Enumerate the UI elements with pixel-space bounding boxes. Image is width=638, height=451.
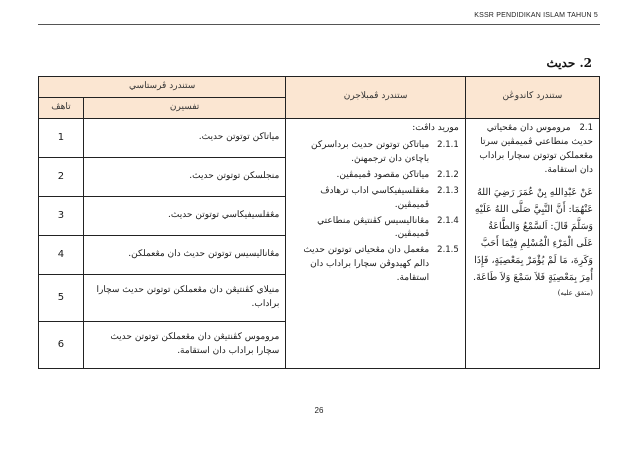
pembelajaran-item [292,185,458,213]
tahap-cell: 4 [39,235,84,274]
hadith-text: عَنْ عَبْدِاللهِ بِنْ عُمَرَ رَضِيَ اللهُ عَنْهُمَا: أَنَّ النَّبِيَّ صَلَّى اللهُ عَلَيْهِ وَسَلَّمَ قَالَ: اَلسَّمْعُ وَالطَّاعَةُ عَلَى الْمَرْءِ الْمُسْلِمِ فِيْمَا أَحَبَّ وَكَرِهَ، مَا لَمْ يُؤْمَرْ بِمَعْصِيَةٍ، فَإِذَا أُمِرَ بِمَعْصِيَةٍ فَلاَ سَمْعَ وَلاَ طَاعَةَ. [473,186,593,284]
pembelajaran-item-text: مياتاکن مقصود ڤميمڤين. [336,169,430,180]
header-kandungan: ستندرد کاندوڠن [465,77,599,119]
table-header-row [39,77,600,98]
pembelajaran-cell [286,118,465,368]
pembelajaran-item-text: مياتاکن توتوتن حديث برداسرکن باچاءن دان ترجمهنڽ. [310,139,430,164]
pembelajaran-item-text: مڠقلسيفيکاسي اداب ترهادڤ ڤميمڤين. [320,185,430,210]
tahap-cell: 1 [39,118,84,157]
section-title: 2. حديث [546,56,592,70]
tafsiran-cell: منجلسکن توتوتن حديث. [83,157,285,196]
standards-table [38,76,600,369]
tafsiran-cell: مياتاکن توتوتن حديث. [83,118,285,157]
pembelajaran-item-text: مڠاناليسيس کڤنتيڠن منطاعتي ڤميمڤين. [317,215,430,240]
tafsiran-cell: مڠاناليسيس توتوتن حديث دان مڠعملکن. [83,235,285,274]
kandungan-number: 2.1 [579,122,593,133]
table-row [39,118,600,157]
tahap-cell: 2 [39,157,84,196]
tahap-cell: 3 [39,196,84,235]
kandungan-text: مروموس دان مڠحياتي حديث منطاعتي ڤميمڤين سرتا مڠعملکن توتوتن سچارا براداب دان استقامة. [479,122,593,175]
pembelajaran-item-number: 2.1.5 [437,245,459,256]
kandungan-cell [465,118,599,368]
pembelajaran-item [292,215,458,243]
tahap-cell: 6 [39,321,84,368]
pembelajaran-item-number: 2.1.3 [437,185,459,196]
pembelajaran-item-number: 2.1.4 [437,215,459,226]
pembelajaran-item-number: 2.1.1 [437,139,459,150]
document-header: KSSR PENDIDIKAN ISLAM TAHUN 5 [474,12,598,19]
pembelajaran-item [292,169,458,183]
header-prestasi: ستندرد ڤرستاسي [39,77,286,98]
tahap-cell: 5 [39,274,84,321]
pembelajaran-item-text: مڠعمل دان مڠحياتي توتوتن حديث دالم کهيدوڤن سچارا براداب دان استقامة. [303,245,430,284]
pembelajaran-intro: موريد داڤت: [412,122,459,133]
pembelajaran-item [292,139,458,167]
header-tahap: تاهڤ [39,97,84,118]
header-tafsiran: تفسيرن [83,97,285,118]
tafsiran-cell: منيلاي کڤنتيڠن دان مڠعملکن توتوتن حديث سچارا براداب. [83,274,285,321]
tafsiran-cell: مڠقلسيفيکاسي توتوتن حديث. [83,196,285,235]
tafsiran-cell: مروموس کڤنتيڠن دان مڠعملکن توتوتن حديث سچارا براداب دان استقامة. [83,321,285,368]
header-divider [38,24,600,25]
pembelajaran-item [292,244,458,286]
header-pembelajaran: ستندرد ڤمبلاجرن [286,77,465,119]
hadith-source: (متفق عليه) [557,289,593,298]
page-number: 26 [314,406,324,415]
pembelajaran-item-number: 2.1.2 [437,169,459,180]
